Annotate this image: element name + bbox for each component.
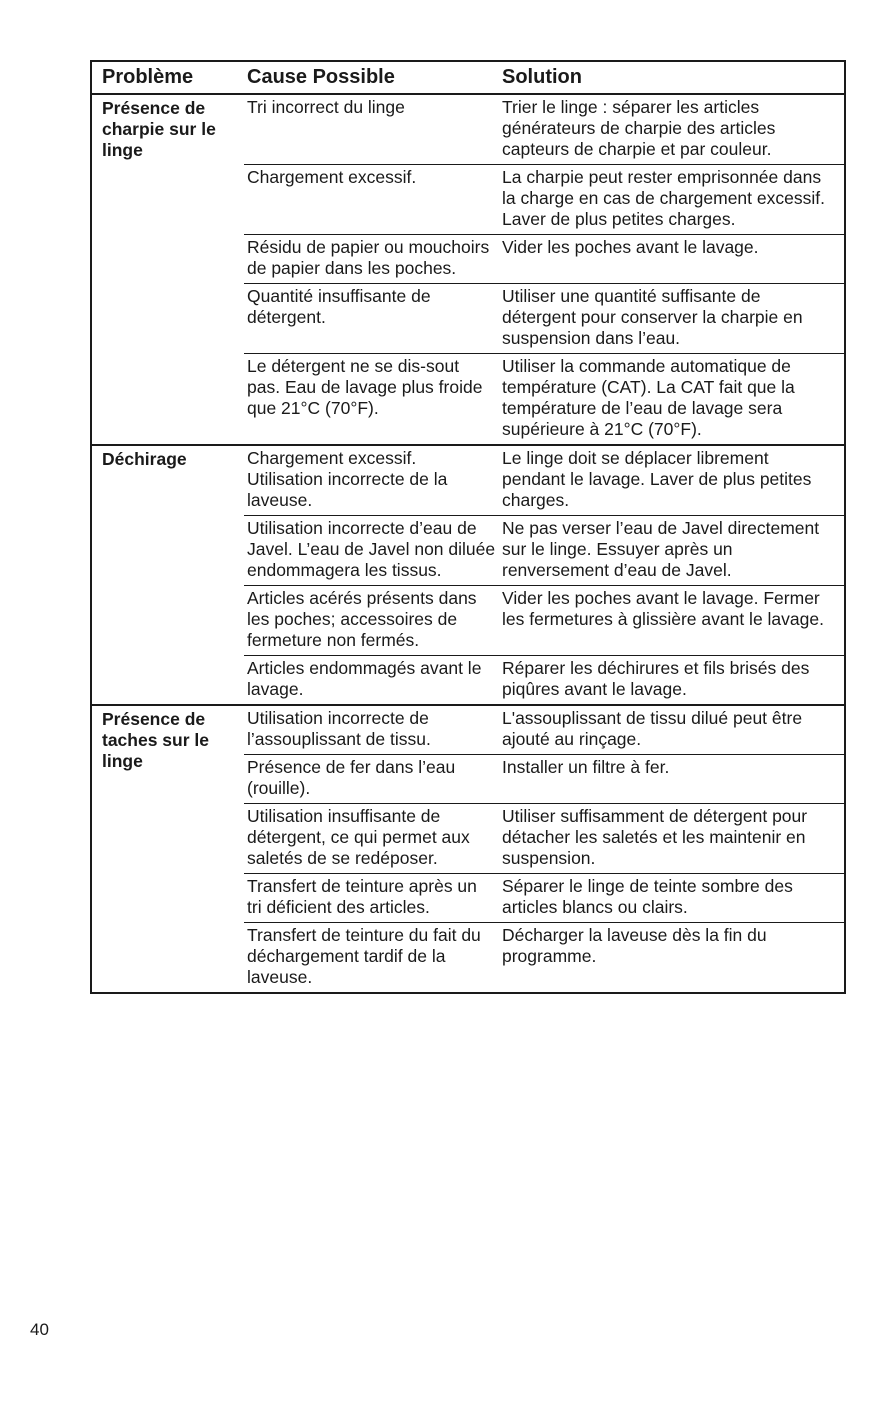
solution-cell: Ne pas verser l’eau de Javel directement sur le linge. Essuyer après un renversement d’eau de Javel. — [502, 518, 820, 580]
header-problem: Problème — [102, 66, 194, 88]
table-row — [244, 234, 844, 283]
table-row — [244, 164, 844, 234]
solution-cell: L'assouplissant de tissu dilué peut être ajouté au rinçage. — [502, 708, 803, 749]
cause-cell: Utilisation incorrecte de l’assouplissant de tissu. — [247, 708, 431, 749]
cause-cell: Quantité insuffisante de détergent. — [247, 286, 431, 327]
header-cause: Cause Possible — [247, 66, 395, 88]
table-row — [244, 803, 844, 873]
solution-cell: Séparer le linge de teinte sombre des articles blancs ou clairs. — [502, 876, 793, 917]
problem-label: Déchirage — [102, 449, 187, 469]
solution-cell: Utiliser suffisamment de détergent pour détacher les saletés et les maintenir en suspension. — [502, 806, 808, 868]
cause-cell: Articles acérés présents dans les poches; accessoires de fermeture non fermés. — [247, 588, 477, 650]
cause-cell: Résidu de papier ou mouchoirs de papier dans les poches. — [247, 237, 490, 278]
table-header — [92, 62, 844, 95]
solution-cell: Utiliser une quantité suffisante de détergent pour conserver la charpie en suspension dans l’eau. — [502, 286, 803, 348]
table-row — [244, 655, 844, 704]
problem-group-stains — [92, 704, 844, 992]
cause-cell: Chargement excessif. — [247, 167, 417, 187]
cause-cell: Présence de fer dans l’eau (rouille). — [247, 757, 456, 798]
solution-cell: Installer un filtre à fer. — [502, 757, 670, 777]
troubleshooting-table — [90, 60, 846, 994]
cause-cell: Articles endommagés avant le lavage. — [247, 658, 482, 699]
table-row — [244, 446, 844, 515]
solution-cell: Décharger la laveuse dès la fin du programme. — [502, 925, 767, 966]
solution-cell: Vider les poches avant le lavage. Fermer les fermetures à glissière avant le lavage. — [502, 588, 824, 629]
cause-cell: Utilisation incorrecte d’eau de Javel. L’eau de Javel non diluée endommagera les tissus. — [247, 518, 496, 580]
table-row — [244, 706, 844, 754]
solution-cell: Trier le linge : séparer les articles générateurs de charpie des articles capteurs de charpie et par couleur. — [502, 97, 776, 159]
solution-cell: La charpie peut rester emprisonnée dans la charge en cas de chargement excessif. Laver de plus petites charges. — [502, 167, 825, 229]
table-row — [244, 283, 844, 353]
table-row — [244, 515, 844, 585]
table-row — [244, 95, 844, 164]
table-row — [244, 353, 844, 444]
solution-cell: Vider les poches avant le lavage. — [502, 237, 759, 257]
solution-cell: Utiliser la commande automatique de température (CAT). La CAT fait que la température de l’eau de lavage sera supérieure à 21°C (70°F). — [502, 356, 795, 439]
cause-cell: Transfert de teinture après un tri déficient des articles. — [247, 876, 477, 917]
table-row — [244, 585, 844, 655]
problem-group-tearing — [92, 444, 844, 704]
problem-group-lint — [92, 95, 844, 444]
cause-cell: Le détergent ne se dis-sout pas. Eau de lavage plus froide que 21°C (70°F). — [247, 356, 483, 418]
cause-cell: Utilisation insuffisante de détergent, ce qui permet aux saletés de se redéposer. — [247, 806, 470, 868]
problem-label: Présence de charpie sur le linge — [102, 98, 216, 160]
problem-label: Présence de taches sur le linge — [102, 709, 209, 771]
solution-cell: Le linge doit se déplacer librement pendant le lavage. Laver de plus petites charges. — [502, 448, 812, 510]
solution-cell: Réparer les déchirures et fils brisés des piqûres avant le lavage. — [502, 658, 810, 699]
header-solution: Solution — [502, 66, 582, 88]
page-number: 40 — [30, 1320, 49, 1339]
cause-cell: Chargement excessif. Utilisation incorrecte de la laveuse. — [247, 448, 448, 510]
table-row — [244, 922, 844, 992]
cause-cell: Transfert de teinture du fait du déchargement tardif de la laveuse. — [247, 925, 481, 987]
cause-cell: Tri incorrect du linge — [247, 97, 405, 117]
table-row — [244, 873, 844, 922]
table-row — [244, 754, 844, 803]
